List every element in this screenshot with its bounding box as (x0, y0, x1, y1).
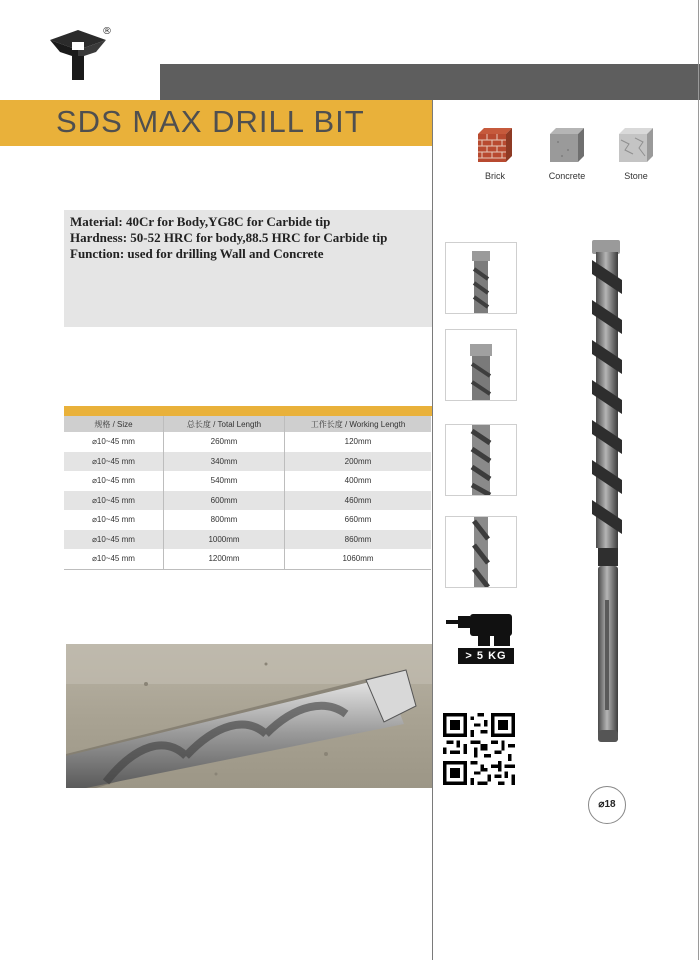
concrete-label: Concrete (548, 171, 586, 181)
header-grey-band (160, 64, 700, 100)
qr-code (443, 713, 515, 785)
size-cell: ⌀10~45 mm (92, 476, 135, 486)
size-cell: ⌀10~45 mm (64, 549, 164, 569)
working-length-cell: 400mm (285, 471, 432, 491)
total-length-cell: 1200mm (164, 549, 285, 569)
working-length-cell: 660mm (285, 510, 432, 530)
col-size-header: 规格 / Size (64, 416, 164, 432)
table-row (64, 549, 431, 569)
table-row (64, 491, 431, 511)
diameter-label: ⌀18 (598, 799, 616, 810)
total-length-cell: 600mm (164, 491, 285, 511)
drilling-photo (66, 644, 432, 788)
flute-detail-1 (445, 424, 517, 496)
size-cell: ⌀10~45 mm (92, 437, 135, 447)
working-length-cell: 460mm (285, 491, 432, 511)
drill-tip-detail-1 (445, 242, 517, 314)
flute-detail-2 (445, 516, 517, 588)
spec-material: Material: 40Cr for Body,YG8C for Carbide tip (70, 214, 331, 229)
total-length-cell: 1000mm (164, 530, 285, 550)
total-length-cell: 540mm (164, 471, 285, 491)
stone-label: Stone (624, 171, 648, 181)
size-cell: ⌀10~45 mm (64, 491, 164, 511)
col-working-length-header: 工作长度 / Working Length (285, 416, 432, 432)
working-length-cell: 200mm (285, 452, 432, 472)
working-length-cell: 860mm (285, 530, 432, 550)
table-row (64, 510, 431, 530)
page-edge (698, 0, 699, 960)
page-title: SDS MAX DRILL BIT (56, 104, 365, 139)
table-row (64, 530, 431, 550)
brick-icon (478, 128, 512, 162)
size-table (64, 416, 431, 570)
drill-bit-image (578, 236, 642, 748)
spec-function: Function: used for drilling Wall and Concrete (70, 246, 324, 261)
brick-label: Brick (485, 171, 505, 181)
size-cell: ⌀10~45 mm (64, 530, 164, 550)
total-length-cell: 800mm (164, 510, 285, 530)
working-length-cell: 1060mm (285, 549, 432, 569)
concrete-icon (550, 128, 584, 162)
brand-logo (48, 28, 108, 82)
col-total-length-header: 总长度 / Total Length (164, 416, 285, 432)
drill-tip-detail-2 (445, 329, 517, 401)
registered-mark: ® (102, 26, 112, 37)
table-row (64, 471, 431, 491)
size-cell: ⌀10~45 mm (92, 515, 135, 525)
hammer-weight-label: > 5 KG (465, 650, 507, 662)
working-length-cell: 120mm (285, 432, 432, 452)
column-divider (432, 100, 433, 960)
table-accent-bar (64, 406, 432, 416)
table-row (64, 452, 431, 472)
stone-icon (619, 128, 653, 162)
total-length-cell: 260mm (164, 432, 285, 452)
total-length-cell: 340mm (164, 452, 285, 472)
size-cell: ⌀10~45 mm (64, 452, 164, 472)
table-row (64, 432, 431, 452)
spec-hardness: Hardness: 50-52 HRC for body,88.5 HRC for Carbide tip (70, 230, 388, 245)
